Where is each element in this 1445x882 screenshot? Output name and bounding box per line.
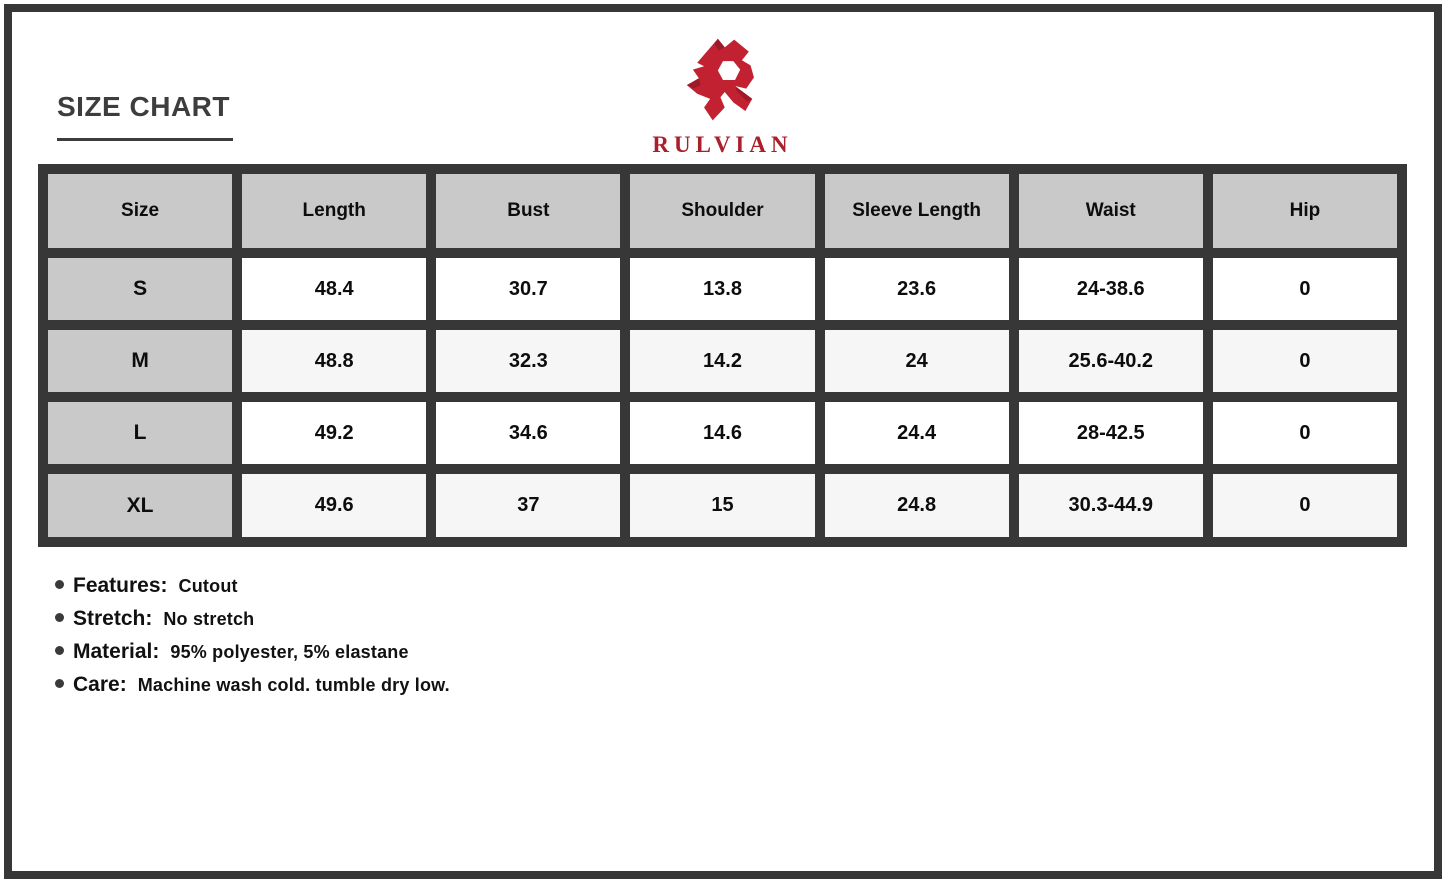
row-s-length: 48.4 <box>242 258 426 320</box>
detail-label: Care: <box>73 673 127 696</box>
detail-label: Features: <box>73 574 168 597</box>
col-header-waist: Waist <box>1019 174 1203 248</box>
row-m-length: 48.8 <box>242 330 426 392</box>
row-xl-bust: 37 <box>436 474 620 537</box>
row-s-waist: 24-38.6 <box>1019 258 1203 320</box>
row-m-waist: 25.6-40.2 <box>1019 330 1203 392</box>
detail-value: 95% polyester, 5% elastane <box>170 642 409 662</box>
detail-value: No stretch <box>163 609 255 629</box>
row-l-shoulder: 14.6 <box>630 402 814 464</box>
rulvian-r-logo-icon <box>680 36 766 124</box>
col-header-sleeve-length: Sleeve Length <box>825 174 1009 248</box>
row-xl-size: XL <box>48 474 232 537</box>
row-m-sleeve-length: 24 <box>825 330 1009 392</box>
row-l-size: L <box>48 402 232 464</box>
row-l-length: 49.2 <box>242 402 426 464</box>
col-header-length: Length <box>242 174 426 248</box>
row-l-hip: 0 <box>1213 402 1397 464</box>
detail-material <box>55 640 450 664</box>
row-s-shoulder: 13.8 <box>630 258 814 320</box>
page-title: SIZE CHART <box>57 91 230 122</box>
bullet-icon <box>55 679 64 688</box>
row-l-sleeve-length: 24.4 <box>825 402 1009 464</box>
col-header-shoulder: Shoulder <box>630 174 814 248</box>
row-m-hip: 0 <box>1213 330 1397 392</box>
row-s-hip: 0 <box>1213 258 1397 320</box>
row-l-waist: 28-42.5 <box>1019 402 1203 464</box>
row-l-bust: 34.6 <box>436 402 620 464</box>
product-details-list <box>55 574 450 706</box>
row-s-sleeve-length: 23.6 <box>825 258 1009 320</box>
row-s-bust: 30.7 <box>436 258 620 320</box>
detail-stretch <box>55 607 450 631</box>
detail-care <box>55 673 450 697</box>
row-xl-waist: 30.3-44.9 <box>1019 474 1203 537</box>
brand-logo <box>613 36 833 158</box>
detail-value: Cutout <box>178 576 238 596</box>
bullet-icon <box>55 580 64 589</box>
bullet-icon <box>55 613 64 622</box>
title-block <box>57 92 233 141</box>
brand-wordmark: RULVIAN <box>652 132 793 157</box>
row-m-size: M <box>48 330 232 392</box>
row-xl-shoulder: 15 <box>630 474 814 537</box>
row-xl-length: 49.6 <box>242 474 426 537</box>
row-xl-sleeve-length: 24.8 <box>825 474 1009 537</box>
bullet-icon <box>55 646 64 655</box>
row-m-bust: 32.3 <box>436 330 620 392</box>
detail-label: Material: <box>73 640 160 663</box>
detail-value: Machine wash cold. tumble dry low. <box>137 675 450 695</box>
col-header-bust: Bust <box>436 174 620 248</box>
col-header-hip: Hip <box>1213 174 1397 248</box>
detail-features <box>55 574 450 598</box>
size-table <box>38 164 1407 547</box>
detail-label: Stretch: <box>73 607 153 630</box>
row-s-size: S <box>48 258 232 320</box>
title-underline <box>57 138 233 141</box>
row-m-shoulder: 14.2 <box>630 330 814 392</box>
col-header-size: Size <box>48 174 232 248</box>
row-xl-hip: 0 <box>1213 474 1397 537</box>
